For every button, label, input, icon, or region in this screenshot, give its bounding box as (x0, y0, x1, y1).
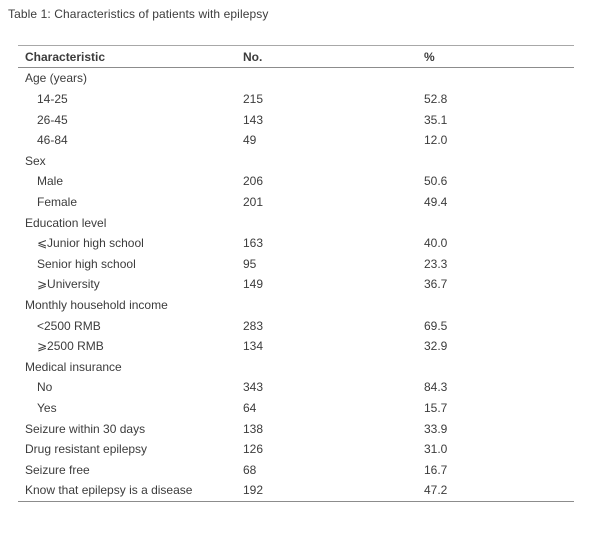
table-row (18, 377, 574, 398)
row-characteristic: <2500 RMB (37, 318, 101, 333)
row-percent: 50.6 (424, 174, 448, 189)
row-percent: 15.7 (424, 401, 448, 416)
row-count: 283 (243, 318, 264, 333)
row-percent: 35.1 (424, 112, 448, 127)
column-header-characteristic: Characteristic (25, 49, 106, 64)
table-row (18, 89, 574, 110)
row-characteristic: Seizure within 30 days (25, 421, 146, 436)
row-characteristic: 46-84 (37, 133, 68, 148)
table-row (18, 439, 574, 460)
table-row (18, 130, 574, 151)
row-characteristic: 26-45 (37, 112, 68, 127)
row-characteristic: Age (years) (25, 71, 88, 86)
row-percent: 12.0 (424, 133, 448, 148)
row-count: 68 (243, 462, 257, 477)
table-row (18, 398, 574, 419)
table-row (18, 233, 574, 254)
table-row (18, 295, 574, 316)
row-count: 206 (243, 174, 264, 189)
row-percent: 49.4 (424, 194, 448, 209)
row-percent: 33.9 (424, 421, 448, 436)
row-characteristic: Drug resistant epilepsy (25, 442, 148, 457)
row-percent: 32.9 (424, 339, 448, 354)
row-count: 192 (243, 483, 264, 498)
row-characteristic: Yes (37, 401, 57, 416)
column-header-percent: % (424, 49, 435, 64)
row-characteristic: Seizure free (25, 462, 90, 477)
row-characteristic: Know that epilepsy is a disease (25, 483, 193, 498)
row-percent: 52.8 (424, 91, 448, 106)
characteristics-table (18, 45, 574, 502)
row-characteristic: Male (37, 174, 64, 189)
row-count: 343 (243, 380, 264, 395)
row-count: 163 (243, 236, 264, 251)
row-percent: 47.2 (424, 483, 448, 498)
table-caption: Table 1: Characteristics of patients with epilepsy (8, 7, 269, 21)
row-count: 126 (243, 442, 264, 457)
row-characteristic: No (37, 380, 53, 395)
row-percent: 84.3 (424, 380, 448, 395)
table-row (18, 315, 574, 336)
row-count: 143 (243, 112, 264, 127)
table-row (18, 253, 574, 274)
table-body (18, 68, 574, 501)
row-characteristic: Monthly household income (25, 298, 168, 312)
row-percent: 31.0 (424, 442, 448, 457)
row-count: 95 (243, 256, 257, 271)
table-header-row (18, 46, 574, 68)
table-row (18, 192, 574, 213)
row-count: 49 (243, 133, 257, 148)
table-row (18, 109, 574, 130)
table-row (18, 274, 574, 295)
table-row (18, 68, 574, 89)
row-characteristic: Medical insurance (25, 359, 122, 374)
table-row (18, 336, 574, 357)
table-row (18, 150, 574, 171)
row-count: 201 (243, 194, 264, 209)
row-percent: 40.0 (424, 236, 448, 251)
row-characteristic: Sex (25, 153, 46, 168)
table-row (18, 480, 574, 501)
row-percent: 69.5 (424, 318, 448, 333)
row-characteristic: Female (37, 194, 78, 209)
table-row (18, 212, 574, 233)
row-characteristic: Education level (25, 215, 107, 230)
row-characteristic: Senior high school (37, 256, 136, 271)
row-count: 149 (243, 277, 264, 292)
row-characteristic: ⩾University (37, 277, 100, 292)
row-count: 64 (243, 401, 257, 416)
table-row (18, 418, 574, 439)
table-row (18, 171, 574, 192)
row-characteristic: ⩽Junior high school (37, 236, 144, 251)
table-row (18, 357, 574, 378)
column-header-no: No. (243, 49, 263, 64)
row-characteristic: ⩾2500 RMB (37, 339, 104, 354)
row-percent: 16.7 (424, 462, 448, 477)
row-percent: 36.7 (424, 277, 448, 292)
row-percent: 23.3 (424, 256, 448, 271)
row-count: 134 (243, 339, 264, 354)
row-characteristic: 14-25 (37, 91, 68, 106)
row-count: 138 (243, 421, 264, 436)
row-count: 215 (243, 91, 264, 106)
table-row (18, 460, 574, 481)
